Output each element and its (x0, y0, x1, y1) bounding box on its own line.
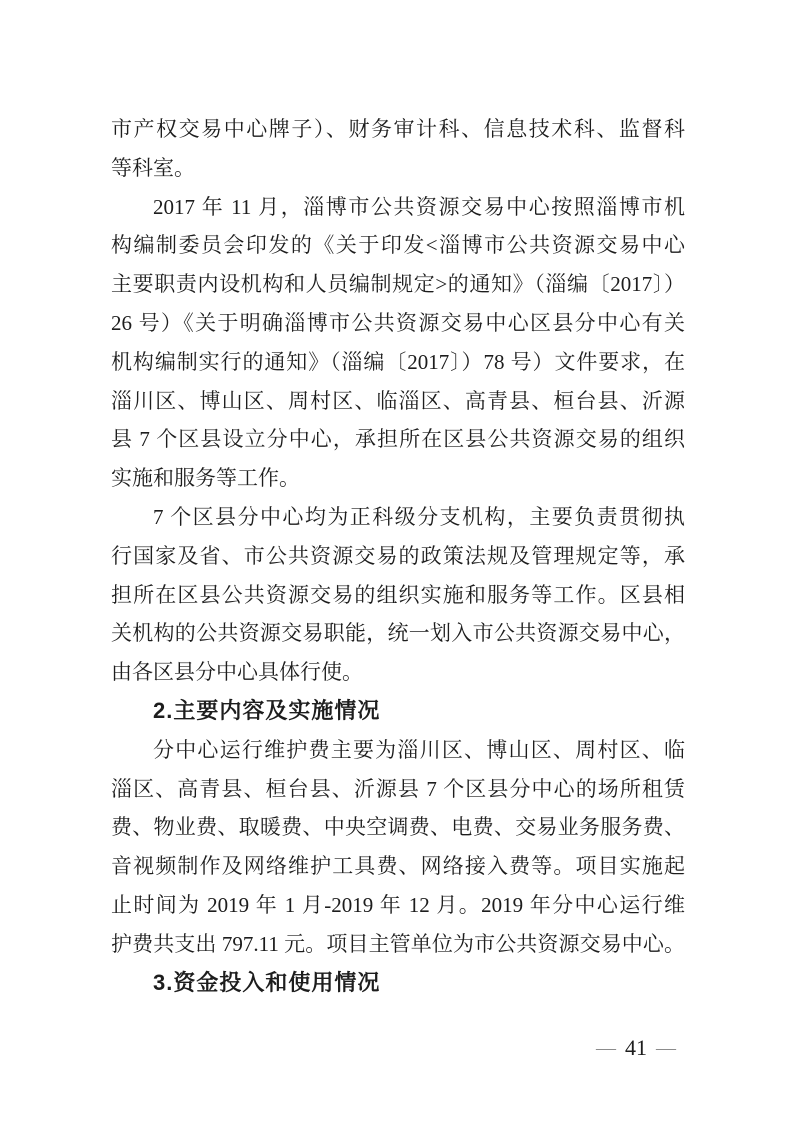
body-line: 26 号）《关于明确淄博市公共资源交易中心区县分中心有关 (111, 310, 685, 335)
section-heading-2: 2.主要内容及实施情况 (153, 697, 381, 723)
body-line: 构编制委员会印发的《关于印发<淄博市公共资源交易中心 (111, 233, 685, 258)
body-line: 机构编制实行的通知》（淄编〔2017〕）78 号）文件要求，在 (111, 349, 685, 374)
body-line: 等科室。 (111, 155, 195, 180)
section-heading-3: 3.资金投入和使用情况 (153, 969, 381, 995)
body-line: 7 个区县分中心均为正科级分支机构，主要负责贯彻执 (153, 504, 685, 529)
body-line: 费、物业费、取暖费、中央空调费、电费、交易业务服务费、 (111, 815, 685, 840)
body-line: 护费共支出 797.11 元。项目主管单位为市公共资源交易中心。 (111, 931, 685, 956)
body-line: 关机构的公共资源交易职能，统一划入市公共资源交易中心， (111, 621, 685, 646)
document-body (111, 110, 685, 1002)
body-line: 2017 年 11 月，淄博市公共资源交易中心按照淄博市机 (153, 194, 685, 219)
page-number (596, 1035, 676, 1061)
footer-dash-right: — (656, 1037, 676, 1059)
body-line: 淄区、高青县、桓台县、沂源县 7 个区县分中心的场所租赁 (111, 776, 685, 801)
footer-page-number: 41 (625, 1035, 647, 1060)
body-line: 音视频制作及网络维护工具费、网络接入费等。项目实施起 (111, 854, 685, 879)
body-line: 实施和服务等工作。 (111, 466, 300, 491)
body-line: 分中心运行维护费主要为淄川区、博山区、周村区、临 (153, 737, 685, 762)
body-line: 由各区县分中心具体行使。 (111, 660, 363, 685)
body-line: 止时间为 2019 年 1 月-2019 年 12 月。2019 年分中心运行维 (111, 892, 685, 917)
body-line: 担所在区县公共资源交易的组织实施和服务等工作。区县相 (111, 582, 685, 607)
body-line: 主要职责内设机构和人员编制规定>的通知》（淄编〔2017〕） (111, 272, 685, 297)
footer-dash-left: — (596, 1037, 616, 1059)
body-line: 淄川区、博山区、周村区、临淄区、高青县、桓台县、沂源 (111, 388, 685, 413)
body-line: 县 7 个区县设立分中心，承担所在区县公共资源交易的组织 (111, 427, 685, 452)
body-line: 行国家及省、市公共资源交易的政策法规及管理规定等，承 (111, 543, 685, 568)
body-line: 市产权交易中心牌子）、财务审计科、信息技术科、监督科 (111, 117, 685, 141)
